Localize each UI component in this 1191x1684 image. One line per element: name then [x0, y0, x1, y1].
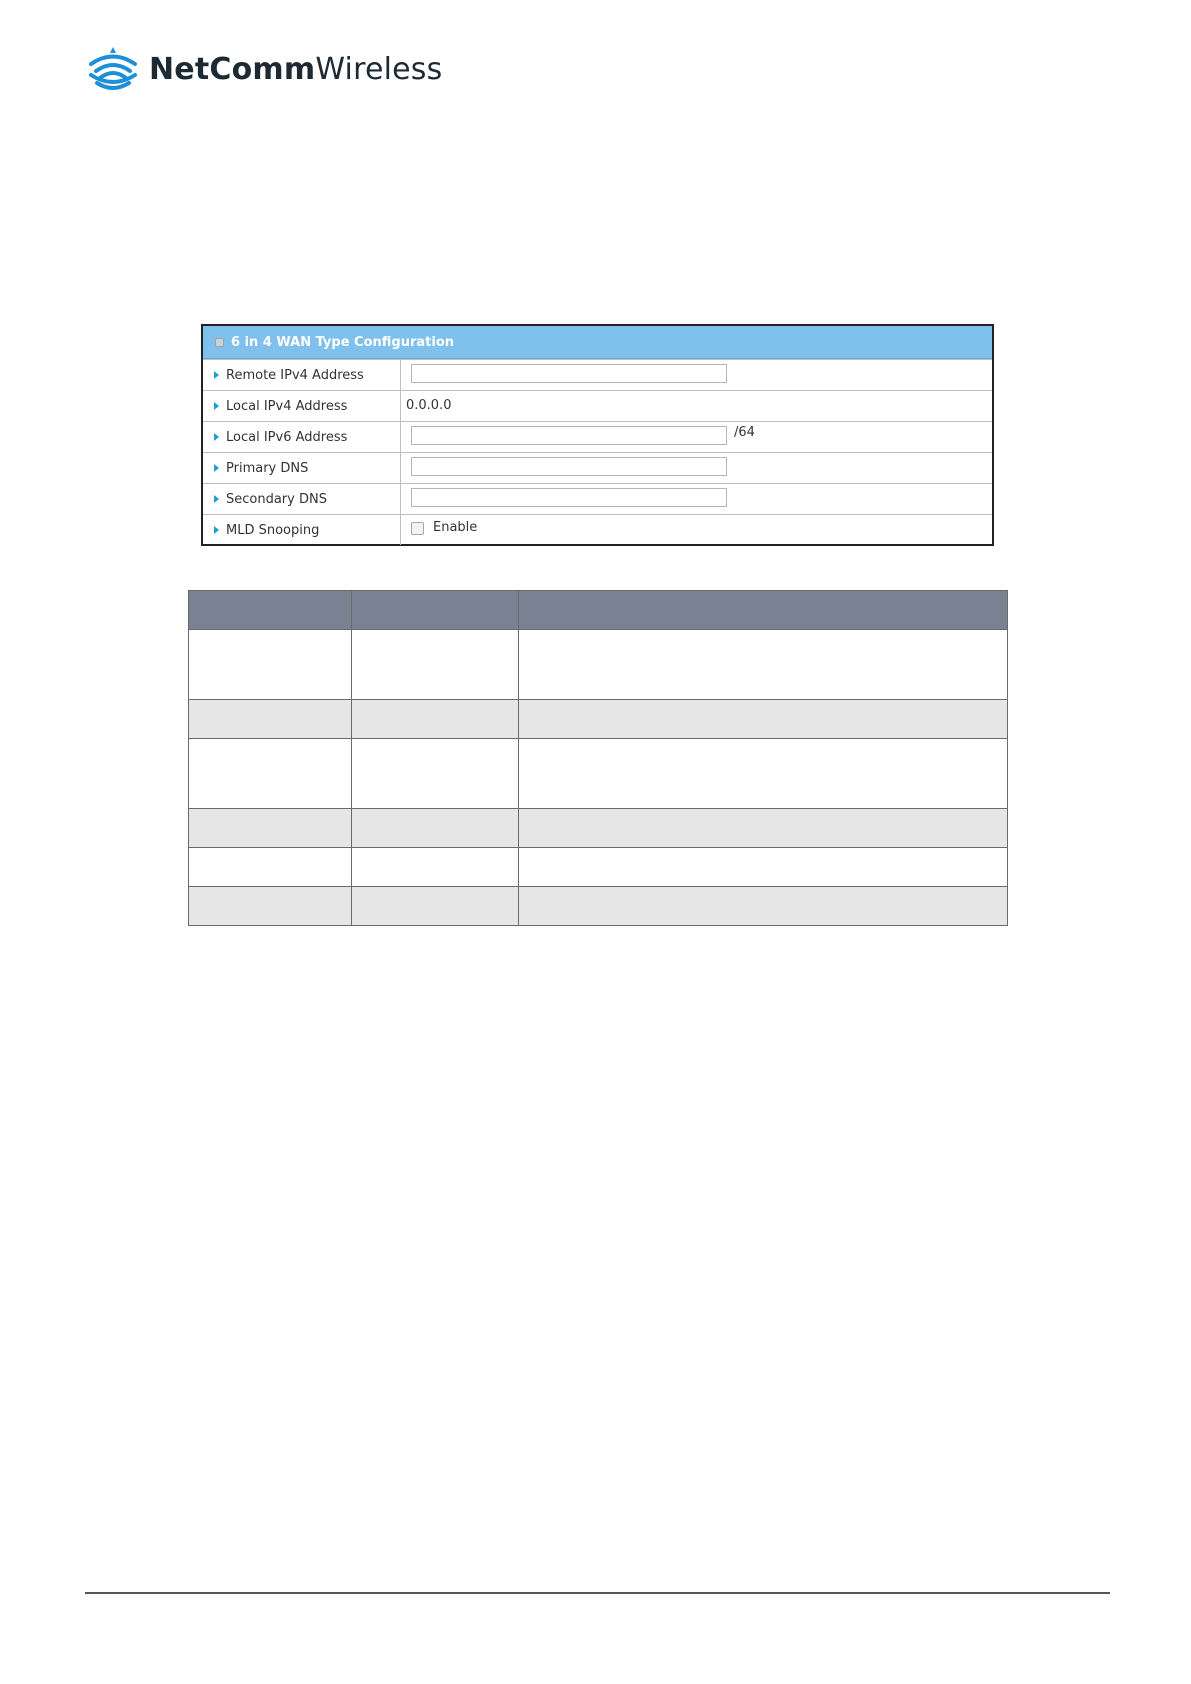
- config-row-secondary-dns: [203, 483, 992, 514]
- table-cell: [519, 887, 1008, 926]
- bullet-arrow-icon: [214, 464, 219, 472]
- bullet-arrow-icon: [214, 526, 219, 534]
- label-text: Primary DNS: [226, 460, 309, 476]
- table-cell: [519, 848, 1008, 887]
- label-text: Local IPv4 Address: [226, 398, 348, 414]
- table-cell: [189, 630, 352, 700]
- table-cell: [519, 700, 1008, 739]
- row-label: [203, 391, 401, 421]
- row-value: [401, 422, 992, 452]
- table-cell: [519, 739, 1008, 809]
- checkbox-label: Enable: [433, 519, 478, 535]
- brand-name-bold: NetComm: [149, 51, 316, 87]
- label-text: MLD Snooping: [226, 522, 320, 538]
- table-row: [189, 809, 1008, 848]
- table-cell: [352, 739, 519, 809]
- bullet-arrow-icon: [214, 495, 219, 503]
- remote-ipv4-address-input[interactable]: [411, 364, 727, 383]
- netcomm-logo: [87, 44, 442, 94]
- local-ipv6-address-input[interactable]: [411, 426, 727, 445]
- row-value: [401, 391, 992, 421]
- bullet-arrow-icon: [214, 433, 219, 441]
- config-row-local-ipv6: [203, 421, 992, 452]
- bullet-arrow-icon: [214, 402, 219, 410]
- prefix-length-suffix: /64: [734, 424, 755, 440]
- table-row: [189, 887, 1008, 926]
- row-label: [203, 360, 401, 390]
- panel-header: [203, 326, 992, 359]
- local-ipv4-address-value: 0.0.0.0: [406, 398, 452, 413]
- panel-header-icon: [215, 338, 224, 347]
- row-value: [401, 360, 992, 390]
- config-row-remote-ipv4: [203, 359, 992, 390]
- config-row-mld-snooping: [203, 514, 992, 545]
- table-cell: [352, 809, 519, 848]
- row-label: [203, 484, 401, 514]
- table-row: [189, 739, 1008, 809]
- row-value: [401, 484, 992, 514]
- table-cell: [352, 700, 519, 739]
- primary-dns-input[interactable]: [411, 457, 727, 476]
- table-header-cell: [189, 591, 352, 630]
- table-header-row: [189, 591, 1008, 630]
- secondary-dns-input[interactable]: [411, 488, 727, 507]
- wifi-signal-icon: [87, 45, 139, 93]
- panel-title: 6 in 4 WAN Type Configuration: [231, 334, 455, 350]
- row-value: [401, 453, 992, 483]
- table-cell: [189, 848, 352, 887]
- description-table: [188, 590, 1008, 926]
- row-value: [401, 515, 992, 545]
- table-cell: [189, 739, 352, 809]
- config-row-local-ipv4: [203, 390, 992, 421]
- table-row: [189, 848, 1008, 887]
- table-cell: [352, 630, 519, 700]
- table-header-cell: [352, 591, 519, 630]
- table-cell: [352, 887, 519, 926]
- table-cell: [352, 848, 519, 887]
- brand-name: [149, 52, 442, 87]
- footer-divider: [85, 1592, 1110, 1594]
- table-cell: [189, 809, 352, 848]
- config-row-primary-dns: [203, 452, 992, 483]
- bullet-arrow-icon: [214, 371, 219, 379]
- label-text: Secondary DNS: [226, 491, 327, 507]
- table-cell: [519, 630, 1008, 700]
- table-cell: [189, 700, 352, 739]
- table-header-cell: [519, 591, 1008, 630]
- wan-config-panel: [201, 324, 994, 546]
- mld-snooping-enable-checkbox[interactable]: [411, 522, 424, 535]
- table-cell: [189, 887, 352, 926]
- table-row: [189, 630, 1008, 700]
- row-label: [203, 422, 401, 452]
- table-cell: [519, 809, 1008, 848]
- row-label: [203, 453, 401, 483]
- brand-name-light: Wireless: [315, 51, 443, 87]
- table-row: [189, 700, 1008, 739]
- label-text: Local IPv6 Address: [226, 429, 348, 445]
- row-label: [203, 515, 401, 545]
- label-text: Remote IPv4 Address: [226, 367, 364, 383]
